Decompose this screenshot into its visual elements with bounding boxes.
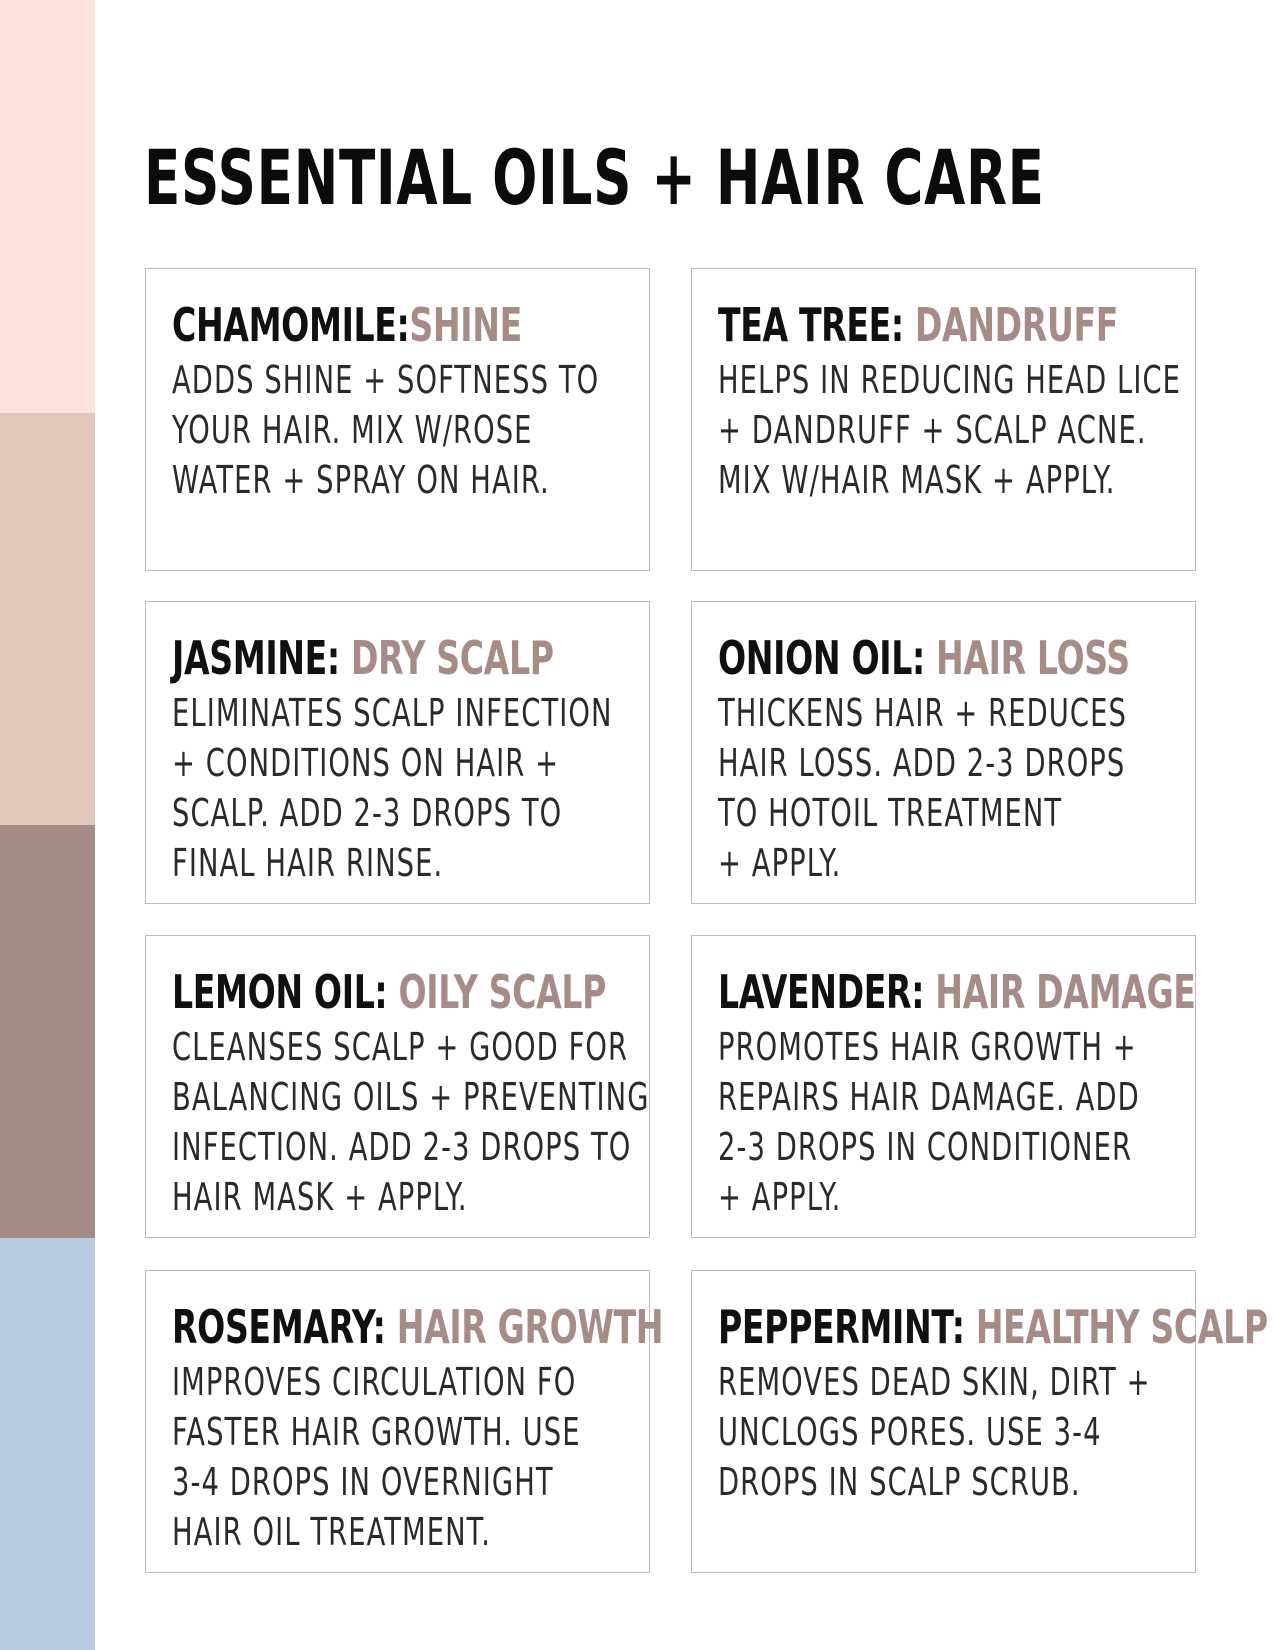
oil-card <box>145 1270 664 1573</box>
description-line: WATER + SPRAY ON HAIR. <box>172 458 550 502</box>
description-line: HELPS IN REDUCING HEAD LICE <box>718 358 1182 402</box>
description-line: INFECTION. ADD 2-3 DROPS TO <box>172 1125 632 1169</box>
oil-benefit: HEALTHY SCALP <box>975 1300 1268 1354</box>
card-description <box>718 355 1182 505</box>
oil-benefit: DANDRUFF <box>914 298 1119 352</box>
card-heading <box>718 299 1179 351</box>
oil-benefit: HAIR GROWTH <box>396 1300 664 1354</box>
oil-card <box>145 935 650 1238</box>
card-heading <box>718 632 1179 684</box>
strip-band-blue <box>0 1238 95 1650</box>
description-line: ELIMINATES SCALP INFECTION <box>172 691 613 735</box>
page-title: ESSENTIAL OILS + HAIR CARE <box>144 133 1045 222</box>
oil-name: ROSEMARY: <box>172 1300 386 1354</box>
oil-name: PEPPERMINT: <box>718 1300 965 1354</box>
card-heading <box>718 965 1196 1019</box>
description-line: TO HOTOIL TREATMENT <box>718 791 1063 835</box>
oil-name: LEMON OIL: <box>172 965 388 1019</box>
card-heading <box>718 1300 1268 1354</box>
description-line: + DANDRUFF + SCALP ACNE. <box>718 408 1147 452</box>
description-line: HAIR LOSS. ADD 2-3 DROPS <box>718 741 1126 785</box>
card-heading <box>172 966 633 1018</box>
oil-benefit: HAIR DAMAGE <box>935 965 1196 1019</box>
description-line: FASTER HAIR GROWTH. USE <box>172 1410 581 1454</box>
oil-name: CHAMOMILE: <box>172 298 410 352</box>
description-line: CLEANSES SCALP + GOOD FOR <box>172 1025 629 1069</box>
description-line: THICKENS HAIR + REDUCES <box>718 691 1127 735</box>
description-line: DROPS IN SCALP SCRUB. <box>718 1460 1081 1504</box>
description-line: PROMOTES HAIR GROWTH + <box>718 1025 1137 1069</box>
oil-name: ONION OIL: <box>718 631 925 685</box>
description-line: SCALP. ADD 2-3 DROPS TO <box>172 791 563 835</box>
card-description <box>172 1357 633 1557</box>
description-line: REPAIRS HAIR DAMAGE. ADD <box>718 1075 1140 1119</box>
card-description <box>172 355 633 505</box>
card-heading <box>172 299 633 351</box>
description-line: YOUR HAIR. MIX W/ROSE <box>172 408 533 452</box>
description-line: MIX W/HAIR MASK + APPLY. <box>718 458 1116 502</box>
description-line: + APPLY. <box>718 1175 842 1219</box>
oil-card <box>145 268 650 571</box>
oil-name: JASMINE: <box>172 631 340 685</box>
oil-benefit: SHINE <box>409 298 522 352</box>
oil-name: LAVENDER: <box>718 965 925 1019</box>
oil-benefit: OILY SCALP <box>398 965 607 1019</box>
description-line: HAIR OIL TREATMENT. <box>172 1510 491 1554</box>
oil-card <box>145 601 650 904</box>
oil-name: TEA TREE: <box>718 298 904 352</box>
description-line: 3-4 DROPS IN OVERNIGHT <box>172 1460 554 1504</box>
card-description <box>718 688 1179 888</box>
card-heading <box>172 1300 664 1354</box>
oil-card <box>691 268 1196 571</box>
card-description <box>172 1022 650 1222</box>
description-line: ADDS SHINE + SOFTNESS TO <box>172 358 600 402</box>
description-line: REMOVES DEAD SKIN, DIRT + <box>718 1360 1151 1404</box>
oil-benefit: HAIR LOSS <box>936 631 1130 685</box>
color-strip <box>0 0 95 1650</box>
card-description <box>172 688 633 888</box>
oil-benefit: DRY SCALP <box>350 631 554 685</box>
oil-card <box>691 601 1196 904</box>
description-line: + CONDITIONS ON HAIR + <box>172 741 560 785</box>
description-line: BALANCING OILS + PREVENTING <box>172 1075 650 1119</box>
description-line: FINAL HAIR RINSE. <box>172 841 444 885</box>
strip-band-peach <box>0 0 95 413</box>
description-line: IMPROVES CIRCULATION FO <box>172 1360 577 1404</box>
oil-card <box>691 1270 1268 1573</box>
description-line: HAIR MASK + APPLY. <box>172 1175 468 1219</box>
description-line: + APPLY. <box>718 841 842 885</box>
card-description <box>718 1022 1179 1222</box>
description-line: 2-3 DROPS IN CONDITIONER <box>718 1125 1133 1169</box>
strip-band-beige <box>0 413 95 825</box>
oil-card <box>691 935 1196 1238</box>
card-description <box>718 1357 1179 1507</box>
card-heading <box>172 632 633 684</box>
strip-band-mauve <box>0 825 95 1238</box>
description-line: UNCLOGS PORES. USE 3-4 <box>718 1410 1102 1454</box>
